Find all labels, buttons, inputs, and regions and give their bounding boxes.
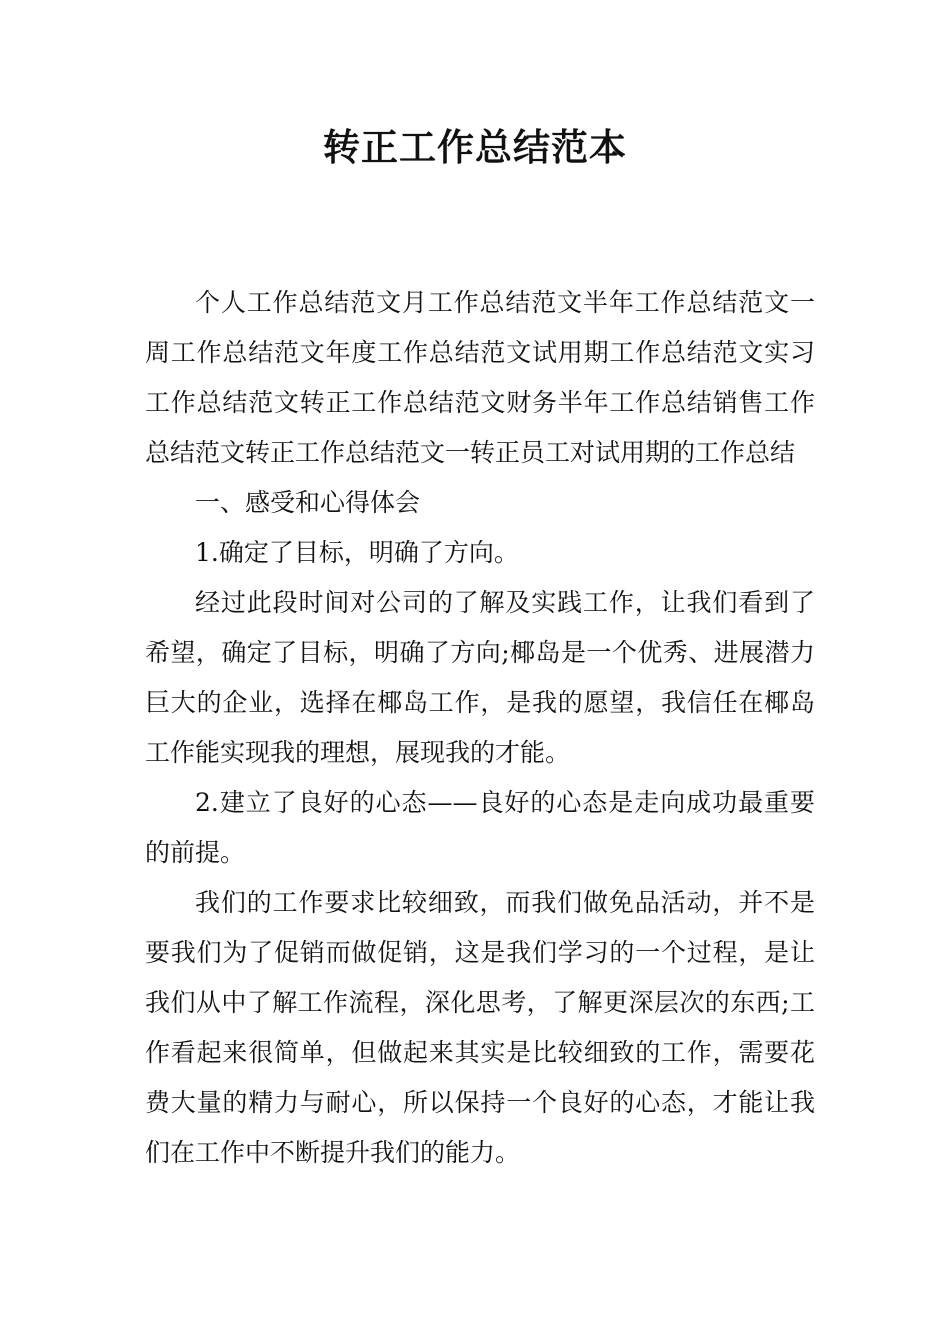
paragraph-2: 我们的工作要求比较细致，而我们做免品活动，并不是要我们为了促销而做促销，这是我们学习的一个过程，是让我们从中了解工作流程，深化思考，了解更深层次的东西;工作看起来很简单，但做起来其实是比较细致的工作，需要花费大量的精力与耐心，所以保持一个良好的心态，才能让我们在工作中不断提升我们的能力。 <box>145 888 815 1167</box>
subheading-2: 2.建立了良好的心态——良好的心态是走向成功最重要的前提。 <box>145 788 815 867</box>
subheading-1: 1.确定了目标，明确了方向。 <box>195 538 519 567</box>
paragraph-1: 经过此段时间对公司的了解及实践工作，让我们看到了希望，确定了目标，明确了方向;椰岛是一个优秀、进展潜力巨大的企业，选择在椰岛工作，是我的愿望，我信任在椰岛工作能实现我的理想，展现我的才能。 <box>145 588 815 767</box>
section-heading: 一、感受和心得体会 <box>195 488 421 517</box>
document-title: 转正工作总结范本 <box>323 126 627 169</box>
document-body <box>145 278 815 1178</box>
intro-paragraph: 个人工作总结范文月工作总结范文半年工作总结范文一周工作总结范文年度工作总结范文试用期工作总结范文实习工作总结范文转正工作总结范文财务半年工作总结销售工作总结范文转正工作总结范文一转正员工对试用期的工作总结 <box>145 288 815 467</box>
